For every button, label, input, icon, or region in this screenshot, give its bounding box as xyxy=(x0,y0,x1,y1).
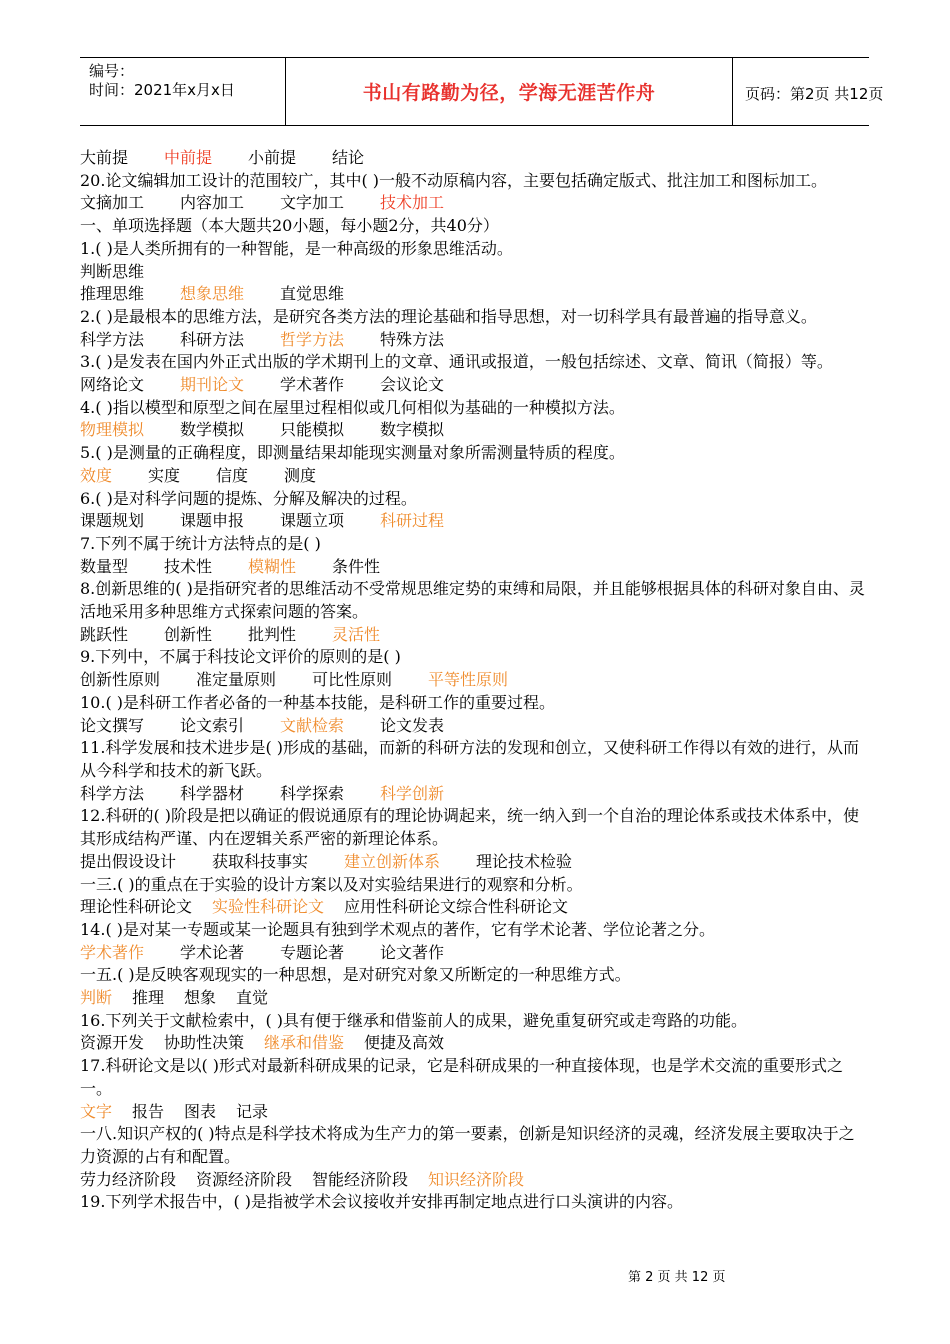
question-text: 一五.( )是反映客观现实的一种思想，是对研究对象又所断定的一种思维方式。 xyxy=(80,965,631,985)
answer-option: 理论性科研论文 xyxy=(80,897,193,917)
answer-option: 文摘加工 xyxy=(80,193,145,213)
answer-option: 信度 xyxy=(216,465,249,485)
answer-option: 论文发表 xyxy=(380,715,445,735)
question-text: 17.科研论文是以( )形式对最新科研成果的记录，它是科研成果的一种直接体现，也是学术交流的重要形式之一。 xyxy=(80,1056,844,1098)
answer-option: 想象 xyxy=(184,988,217,1008)
answer-option: 小前提 xyxy=(248,148,297,167)
answer-option: 论文索引 xyxy=(180,715,245,735)
answer-option-correct: 平等性原则 xyxy=(428,670,509,690)
answer-option-correct: 实验性科研论文 xyxy=(212,897,325,917)
question-text: 一、单项选择题（本大题共20小题，每小题2分，共40分） xyxy=(80,216,499,236)
answer-options xyxy=(80,147,870,170)
answer-option: 内容加工 xyxy=(180,193,245,213)
answer-option-correct: 知识经济阶段 xyxy=(428,1169,525,1189)
answer-option: 结论 xyxy=(332,148,365,167)
page-footer: 第 2 页 共 12 页 xyxy=(628,1270,726,1285)
answer-option-correct: 科研过程 xyxy=(380,511,445,531)
answer-option: 跳跃性 xyxy=(80,624,129,644)
answer-option: 资源开发 xyxy=(80,1033,145,1053)
answer-options xyxy=(80,669,870,692)
answer-option: 论文著作 xyxy=(380,942,445,962)
answer-option-correct: 期刊论文 xyxy=(180,375,245,395)
answer-option: 批判性 xyxy=(248,624,297,644)
answer-options xyxy=(80,624,870,647)
answer-option: 条件性 xyxy=(332,556,381,576)
answer-option: 科学方法 xyxy=(80,329,145,349)
answer-option: 课题规划 xyxy=(80,511,145,531)
question-text: 19.下列学术报告中，( )是指被学术会议接收并安排再制定地点进行口头演讲的内容。 xyxy=(80,1192,684,1212)
question-text: 3.( )是发表在国内外正式出版的学术期刊上的文章、通讯或报道，一般包括综述、文章、简讯（简报）等。 xyxy=(80,352,833,372)
answer-option: 实度 xyxy=(148,465,181,485)
answer-option: 只能模拟 xyxy=(280,420,345,440)
question-text: 4.( )指以模型和原型之间在屋里过程相似或几何相似为基础的一种模拟方法。 xyxy=(80,397,625,417)
answer-option-correct: 文献检索 xyxy=(280,715,345,735)
answer-option-correct: 文字 xyxy=(80,1101,113,1121)
answer-option: 课题申报 xyxy=(180,511,245,531)
answer-option-correct: 灵活性 xyxy=(332,624,381,644)
question-text: 7.下列不属于统计方法特点的是( ) xyxy=(80,533,321,553)
question-text: 1.( )是人类所拥有的一种智能，是一种高级的形象思维活动。 xyxy=(80,238,513,258)
question-text: 一八.知识产权的( )特点是科学技术将成为生产力的第一要素，创新是知识经济的灵魂，经济发展主要取决于之力资源的占有和配置。 xyxy=(80,1124,855,1166)
answer-option-correct: 科学创新 xyxy=(380,783,445,803)
answer-option: 测度 xyxy=(284,465,317,485)
answer-option-correct: 技术加工 xyxy=(380,193,445,213)
answer-option: 智能经济阶段 xyxy=(312,1169,409,1189)
question-text: 20.论文编辑加工设计的范围较广，其中( )一般不动原稿内容，主要包括确定版式、批注加工和图标加工。 xyxy=(80,170,828,190)
answer-option: 特殊方法 xyxy=(380,329,445,349)
answer-options xyxy=(80,374,870,397)
document-time-label: 时间：2021年x月x日 xyxy=(89,81,235,99)
answer-option: 学术论著 xyxy=(180,942,245,962)
question-text: 10.( )是科研工作者必备的一种基本技能，是科研工作的重要过程。 xyxy=(80,692,556,712)
answer-options xyxy=(80,851,870,874)
question-text: 一三.( )的重点在于实验的设计方案以及对实验结果进行的观察和分析。 xyxy=(80,874,583,894)
answer-option-correct: 哲学方法 xyxy=(280,329,345,349)
answer-option-correct: 学术著作 xyxy=(80,942,145,962)
header-motto-cell xyxy=(285,58,733,125)
answer-options xyxy=(80,896,870,919)
answer-option: 创新性 xyxy=(164,624,213,644)
answer-option: 推理思维 xyxy=(80,284,145,304)
answer-option: 协助性决策 xyxy=(164,1033,245,1053)
answer-option: 文字加工 xyxy=(280,193,345,213)
answer-option: 可比性原则 xyxy=(312,670,393,690)
answer-option-correct: 中前提 xyxy=(164,148,213,167)
answer-option: 会议论文 xyxy=(380,375,445,395)
answer-option: 理论技术检验 xyxy=(476,851,573,871)
answer-option: 技术性 xyxy=(164,556,213,576)
question-text: 5.( )是测量的正确程度，即测量结果却能现实测量对象所需测量特质的程度。 xyxy=(80,443,625,463)
header-motto: 书山有路勤为径，学海无涯苦作舟 xyxy=(362,82,656,104)
answer-option-correct: 模糊性 xyxy=(248,556,297,576)
answer-option: 便捷及高效 xyxy=(364,1033,445,1053)
answer-option: 学术著作 xyxy=(280,375,345,395)
answer-option: 提出假设设计 xyxy=(80,851,177,871)
answer-option: 大前提 xyxy=(80,148,129,167)
question-list xyxy=(80,147,870,1214)
answer-option: 数字模拟 xyxy=(380,420,445,440)
question-text: 8.创新思维的( )是指研究者的思维活动不受常规思维定势的束缚和局限，并且能够根据具体的科研对象自由、灵活地采用多种思维方式探索问题的答案。 xyxy=(80,579,865,622)
header-meta-cell xyxy=(80,58,285,125)
header-page-info: 页码：第2页 共12页 xyxy=(745,85,884,103)
answer-option: 直觉 xyxy=(236,988,269,1008)
answer-options xyxy=(80,783,870,806)
answer-option-correct: 继承和借鉴 xyxy=(264,1033,345,1053)
question-text: 14.( )是对某一专题或某一论题具有独到学术观点的著作，它有学术论著、学位论著之分。 xyxy=(80,919,716,939)
answer-option: 科学器材 xyxy=(180,783,245,803)
document-number-label: 编号： xyxy=(89,62,135,80)
answer-option: 推理 xyxy=(132,988,165,1008)
question-text: 12.科研的( )阶段是把以确证的假说通原有的理论协调起来，统一纳入到一个自治的理论体系或技术体系中，使其形成结构严谨、内在逻辑关系严密的新理论体系。 xyxy=(80,806,860,849)
answer-option: 科学方法 xyxy=(80,783,145,803)
answer-option: 获取科技事实 xyxy=(212,851,309,871)
answer-options xyxy=(80,715,870,738)
answer-option: 数学模拟 xyxy=(180,420,245,440)
answer-options xyxy=(80,556,870,579)
answer-option: 专题论著 xyxy=(280,942,345,962)
answer-option: 科研方法 xyxy=(180,329,245,349)
answer-option: 准定量原则 xyxy=(196,670,277,690)
answer-options xyxy=(80,329,870,352)
answer-options xyxy=(80,510,870,533)
answer-options xyxy=(80,987,870,1010)
answer-options xyxy=(80,419,870,442)
answer-options xyxy=(80,192,870,215)
answer-option: 课题立项 xyxy=(280,511,345,531)
answer-option: 直觉思维 xyxy=(280,284,345,304)
answer-options xyxy=(80,283,870,306)
answer-options xyxy=(80,1169,870,1192)
answer-option-correct: 效度 xyxy=(80,465,113,485)
answer-option-correct: 物理模拟 xyxy=(80,420,145,440)
answer-options xyxy=(80,1101,870,1124)
answer-option: 图表 xyxy=(184,1101,217,1121)
question-text: 2.( )是最根本的思维方法，是研究各类方法的理论基础和指导思想，对一切科学具有最普遍的指导意义。 xyxy=(80,306,817,326)
answer-option-correct: 想象思维 xyxy=(180,284,245,304)
answer-option: 创新性原则 xyxy=(80,670,161,690)
answer-options xyxy=(80,1032,870,1055)
question-text: 9.下列中，不属于科技论文评价的原则的是( ) xyxy=(80,647,401,667)
answer-option: 数量型 xyxy=(80,556,129,576)
document-header xyxy=(80,57,884,126)
answer-option: 记录 xyxy=(236,1101,269,1121)
answer-option: 应用性科研论文综合性科研论文 xyxy=(344,897,569,917)
answer-option-correct: 判断 xyxy=(80,988,113,1008)
answer-option: 劳力经济阶段 xyxy=(80,1169,177,1189)
answer-option: 报告 xyxy=(132,1101,165,1121)
answer-options xyxy=(80,942,870,965)
answer-option: 论文撰写 xyxy=(80,715,145,735)
question-text: 16.下列关于文献检索中，( )具有便于继承和借鉴前人的成果，避免重复研究或走弯路的功能。 xyxy=(80,1010,748,1030)
answer-option-correct: 建立创新体系 xyxy=(344,851,441,871)
answer-option: 科学探索 xyxy=(280,783,345,803)
question-text: 判断思维 xyxy=(80,261,145,281)
header-page-cell xyxy=(733,58,884,125)
answer-option: 资源经济阶段 xyxy=(196,1169,293,1189)
question-text: 6.( )是对科学问题的提炼、分解及解决的过程。 xyxy=(80,488,417,508)
answer-options xyxy=(80,465,870,488)
question-text: 11.科学发展和技术进步是( )形成的基础，而新的科研方法的发现和创立，又使科研工作得以有效的进行，从而从今科学和技术的新飞跃。 xyxy=(80,738,860,780)
answer-option: 网络论文 xyxy=(80,375,145,395)
